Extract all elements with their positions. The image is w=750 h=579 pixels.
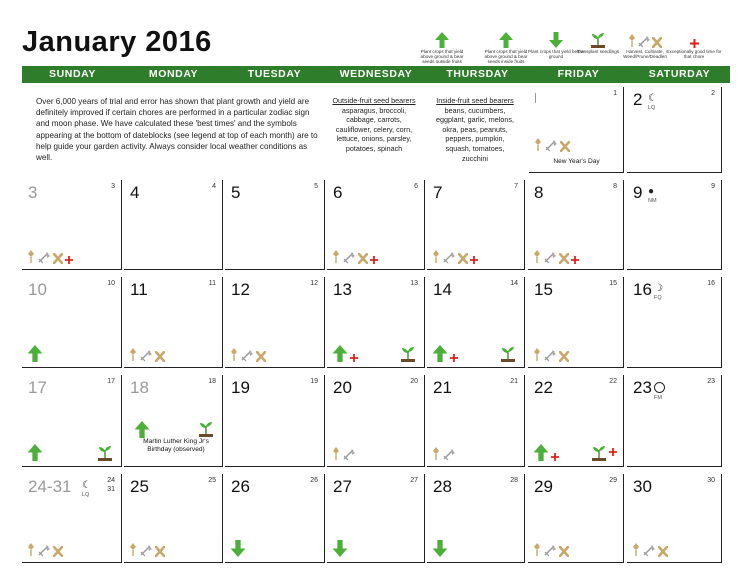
- day-cell-7[interactable]: [427, 180, 525, 270]
- trowel-icon: [432, 446, 440, 461]
- new-moon-icon: ●: [648, 186, 655, 197]
- plus-icon: [571, 256, 579, 264]
- moon-label: LQ: [648, 105, 656, 111]
- hoe-icon: [543, 250, 557, 264]
- moon-label: FM: [654, 395, 662, 401]
- weekday-header: [22, 66, 730, 83]
- day-cell-14[interactable]: [427, 277, 525, 368]
- note-body: beans, cucumbers, eggplant, garlic, melons, okra, peas, peanuts, peppers, pumpkin, squash, tomatoes, zucchini: [436, 105, 514, 163]
- date-number: 4: [130, 183, 140, 202]
- shears-icon: [155, 351, 165, 362]
- note-heading: Inside-fruit seed bearers: [436, 96, 514, 105]
- hoe-icon: [543, 543, 557, 557]
- trowel-icon: [129, 347, 137, 362]
- date-number: 22: [534, 378, 553, 397]
- inside-fruit-note: [432, 96, 518, 163]
- small-date: 13: [410, 280, 418, 287]
- date-number: 14: [433, 280, 452, 299]
- small-date: 1: [613, 90, 617, 97]
- day-cell-8[interactable]: [528, 180, 624, 270]
- day-cell-28[interactable]: [427, 474, 525, 563]
- arrow-up-icon: [435, 32, 449, 48]
- hoe-icon: [139, 543, 153, 557]
- day-cell-6[interactable]: [327, 180, 425, 270]
- small-date: 12: [310, 280, 318, 287]
- shears-icon: [53, 546, 63, 557]
- day-cell-10[interactable]: [22, 277, 122, 368]
- small-date: 7: [514, 183, 518, 190]
- date-number: 13: [333, 280, 352, 299]
- sprout-icon: [198, 419, 214, 437]
- day-cell-29[interactable]: [528, 474, 624, 563]
- date-number: 5: [231, 183, 241, 202]
- small-date: 18: [208, 378, 216, 385]
- date-number: 29: [534, 477, 553, 496]
- sprout-icon: [500, 344, 516, 362]
- plus-icon: [370, 256, 378, 264]
- moon-label: LQ: [82, 492, 90, 498]
- arrow-down-icon: [332, 540, 348, 557]
- small-date: 30: [707, 477, 715, 484]
- shears-icon: [652, 37, 662, 48]
- outside-fruit-note: [332, 96, 416, 154]
- small-date: 22: [609, 378, 617, 385]
- hoe-icon: [442, 447, 456, 461]
- date-number: 9: [633, 183, 643, 202]
- day-header-saturday: SATURDAY: [648, 68, 711, 80]
- date-number: 2: [633, 90, 643, 109]
- small-date: 4: [212, 183, 216, 190]
- small-date: 15: [609, 280, 617, 287]
- date-number: 30: [633, 477, 652, 496]
- day-cell-1[interactable]: [529, 87, 624, 173]
- holiday-label: Martin Luther King Jr's Birthday (observed): [143, 438, 209, 453]
- day-cell-22[interactable]: [528, 375, 624, 467]
- day-cell-27[interactable]: [327, 474, 425, 563]
- date-number: 11: [130, 280, 148, 299]
- trowel-icon: [628, 33, 636, 48]
- hoe-icon: [544, 138, 558, 152]
- shears-icon: [53, 253, 63, 264]
- divider: [535, 93, 536, 103]
- small-date: 14: [510, 280, 518, 287]
- trowel-icon: [632, 542, 640, 557]
- legend-label: Transplant seedlings: [576, 49, 620, 54]
- legend-item-exceptional: [666, 26, 722, 59]
- shears-icon: [658, 546, 668, 557]
- arrow-up-icon: [499, 32, 513, 48]
- date-number: 16: [633, 280, 652, 299]
- plus-icon: [65, 256, 73, 264]
- arrow-down-icon: [230, 540, 246, 557]
- date-number: 25: [130, 477, 149, 496]
- day-cell-2[interactable]: [627, 87, 722, 173]
- day-cell-11[interactable]: [124, 277, 223, 368]
- shears-icon: [559, 253, 569, 264]
- day-cell-25[interactable]: [124, 474, 223, 563]
- shears-icon: [458, 253, 468, 264]
- legend-label: Plant crops that yield below ground: [528, 49, 584, 60]
- arrow-up-icon: [27, 444, 43, 461]
- small-date: 23: [707, 378, 715, 385]
- trowel-icon: [230, 347, 238, 362]
- small-date: 10: [107, 280, 115, 287]
- day-cell-15[interactable]: [528, 277, 624, 368]
- trowel-icon: [332, 446, 340, 461]
- date-number: 28: [433, 477, 452, 496]
- date-number: 27: [333, 477, 352, 496]
- date-number: 3: [28, 183, 38, 202]
- small-date: 28: [510, 477, 518, 484]
- hoe-icon: [342, 447, 356, 461]
- date-number: 6: [333, 183, 343, 202]
- legend-item-above-inside: [478, 26, 534, 65]
- shears-icon: [358, 253, 368, 264]
- small-date: 29: [609, 477, 617, 484]
- legend-item-harvest: [617, 26, 673, 59]
- month-title: January 2016: [22, 26, 212, 58]
- small-date: 25: [208, 477, 216, 484]
- hoe-icon: [37, 543, 51, 557]
- small-date: 19: [310, 378, 318, 385]
- small-date: 3: [111, 183, 115, 190]
- small-date: 31: [107, 486, 115, 493]
- trowel-icon: [332, 249, 340, 264]
- day-cell-23[interactable]: [627, 375, 722, 467]
- arrow-down-icon: [549, 32, 563, 48]
- last-quarter-moon-icon: ☾: [648, 93, 657, 104]
- day-header-thursday: THURSDAY: [446, 68, 509, 80]
- plus-icon: [609, 448, 617, 456]
- legend-item-above-outside: [414, 26, 470, 65]
- trowel-icon: [129, 542, 137, 557]
- note-body: asparagus, broccoli, cabbage, carrots, cauliflower, celery, corn, lettuce, onions, parsley, potatoes, spinach: [335, 105, 413, 153]
- day-cell-4[interactable]: [124, 180, 223, 270]
- date-number: 20: [333, 378, 352, 397]
- legend-label: Exceptionally good time for that chore: [666, 49, 722, 60]
- moon-label: NM: [648, 198, 657, 204]
- small-date: 5: [314, 183, 318, 190]
- day-cell-30[interactable]: [627, 474, 722, 563]
- small-date: 17: [107, 378, 115, 385]
- hoe-icon: [543, 348, 557, 362]
- small-date: 16: [707, 280, 715, 287]
- day-cell-26[interactable]: [225, 474, 325, 563]
- small-date: 21: [510, 378, 518, 385]
- shears-icon: [560, 141, 570, 152]
- date-number: 24-31: [28, 477, 72, 496]
- day-cell-12[interactable]: [225, 277, 325, 368]
- shears-icon: [155, 546, 165, 557]
- day-cell-18[interactable]: [124, 375, 223, 467]
- date-number: 23: [633, 378, 652, 397]
- day-cell-24-31[interactable]: [22, 474, 122, 563]
- arrow-up-icon: [332, 345, 348, 362]
- hoe-icon: [342, 250, 356, 264]
- arrow-up-icon: [533, 444, 549, 461]
- hoe-icon: [442, 250, 456, 264]
- day-cell-16[interactable]: [627, 277, 722, 368]
- sprout-icon: [97, 443, 113, 461]
- day-cell-13[interactable]: [327, 277, 425, 368]
- trowel-icon: [432, 249, 440, 264]
- trowel-icon: [533, 347, 541, 362]
- day-header-wednesday: WEDNESDAY: [339, 68, 413, 80]
- hoe-icon: [37, 250, 51, 264]
- small-date: 9: [711, 183, 715, 190]
- hoe-icon: [637, 34, 651, 48]
- trowel-icon: [534, 137, 542, 152]
- small-date: 24: [107, 477, 115, 484]
- small-date: 2: [711, 90, 715, 97]
- arrow-down-icon: [432, 540, 448, 557]
- small-date: 6: [414, 183, 418, 190]
- small-date: 20: [410, 378, 418, 385]
- arrow-up-icon: [432, 345, 448, 362]
- date-number: 19: [231, 378, 250, 397]
- sprout-icon: [590, 30, 606, 48]
- date-number: 10: [28, 280, 47, 299]
- day-cell-17[interactable]: [22, 375, 122, 467]
- date-number: 17: [28, 378, 47, 397]
- date-number: 26: [231, 477, 250, 496]
- last-quarter-moon-icon: ☾: [82, 480, 91, 491]
- shears-icon: [559, 351, 569, 362]
- trowel-icon: [533, 249, 541, 264]
- small-date: 26: [310, 477, 318, 484]
- holiday-label: New Year's Day: [553, 158, 600, 165]
- small-date: 27: [410, 477, 418, 484]
- day-cell-20[interactable]: [327, 375, 425, 467]
- shears-icon: [256, 351, 266, 362]
- small-date: 11: [208, 280, 216, 287]
- trowel-icon: [533, 542, 541, 557]
- day-header-tuesday: TUESDAY: [247, 68, 302, 80]
- date-number: 15: [534, 280, 553, 299]
- legend-label: Plant crops that yield above ground & bear seeds inside fruits: [484, 49, 528, 65]
- plus-icon: [450, 354, 458, 362]
- sprout-icon: [591, 443, 607, 461]
- plus-icon: [470, 256, 478, 264]
- first-quarter-moon-icon: ☽: [654, 283, 663, 294]
- intro-text: Over 6,000 years of trial and error has shown that plant growth and yield are definitely improved if certain chores are performed in a particular zodiac sign and moon phase. We have calculated these 'best times' and the symbols appearing at the bottom of dateblocks (see legend at top of each month) are to help guide your garden activity. Always consider local weather conditions as well.: [36, 97, 318, 163]
- small-date: 8: [613, 183, 617, 190]
- date-number: 18: [130, 378, 149, 397]
- day-cell-21[interactable]: [427, 375, 525, 467]
- date-number: 8: [534, 183, 544, 202]
- hoe-icon: [642, 543, 656, 557]
- arrow-up-icon: [134, 421, 150, 438]
- day-header-monday: MONDAY: [148, 68, 199, 80]
- legend-label: Harvest, Cultivate, Weed/Prune/Deadlen: [623, 49, 667, 60]
- day-cell-19[interactable]: [225, 375, 325, 467]
- date-number: 7: [433, 183, 443, 202]
- day-header-sunday: SUNDAY: [49, 68, 96, 80]
- day-cell-9[interactable]: [627, 180, 722, 270]
- plus-icon: [350, 354, 358, 362]
- day-cell-3[interactable]: [22, 180, 122, 270]
- plus-icon: [551, 453, 559, 461]
- note-heading: Outside-fruit seed bearers: [332, 96, 416, 105]
- sprout-icon: [400, 344, 416, 362]
- arrow-up-icon: [27, 345, 43, 362]
- full-moon-icon: [654, 382, 665, 393]
- shears-icon: [559, 546, 569, 557]
- day-header-friday: FRIDAY: [557, 68, 600, 80]
- date-number: 12: [231, 280, 250, 299]
- date-number: 21: [433, 378, 452, 397]
- legend-label: Plant crops that yield above ground & bear seeds outside fruits: [420, 49, 464, 65]
- day-cell-5[interactable]: [225, 180, 325, 270]
- trowel-icon: [27, 249, 35, 264]
- moon-label: FQ: [654, 295, 662, 301]
- hoe-icon: [139, 348, 153, 362]
- plus-icon: [690, 39, 699, 48]
- trowel-icon: [27, 542, 35, 557]
- hoe-icon: [240, 348, 254, 362]
